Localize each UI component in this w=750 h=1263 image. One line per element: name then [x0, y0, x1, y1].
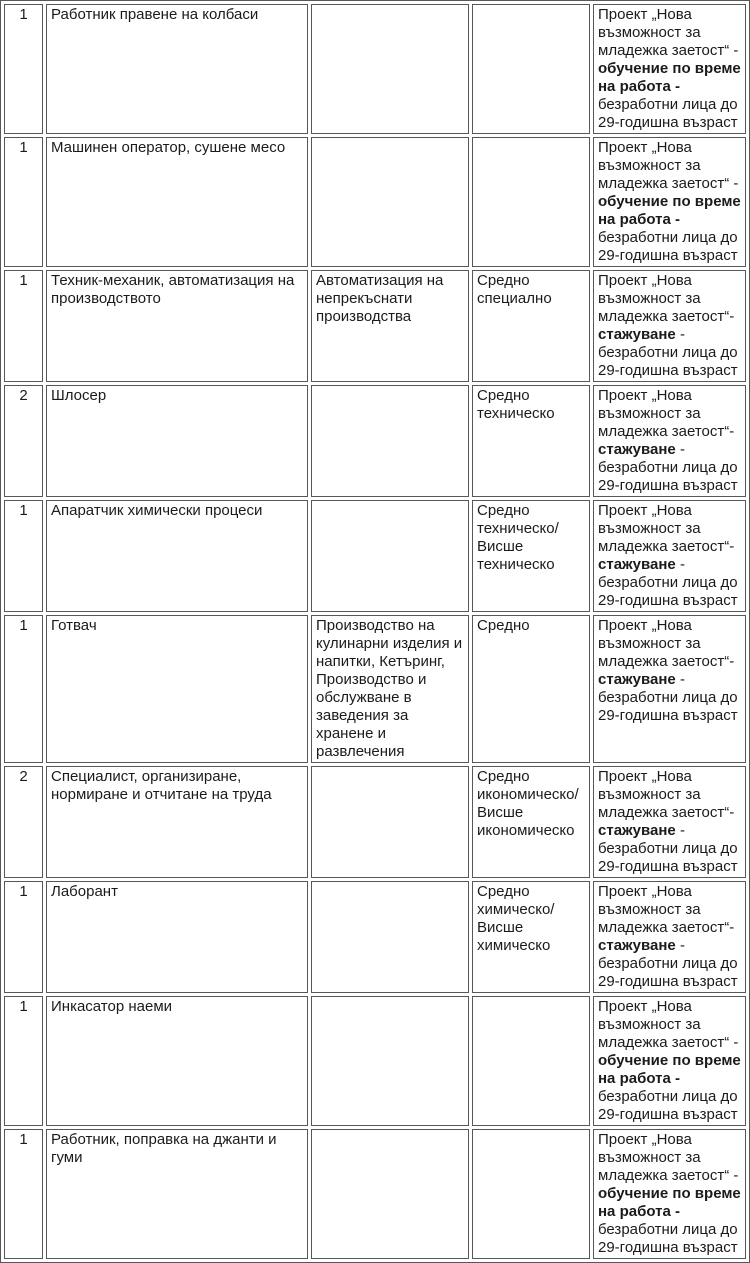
project-text-bold: обучение по време на работа -	[598, 1052, 741, 1087]
count-cell: 1	[4, 500, 43, 612]
project-text-prefix: Проект „Нова възможност за младежка заетост“-	[598, 502, 735, 555]
project-text-suffix: безработни лица до 29-годишна възраст	[598, 1221, 738, 1256]
position-cell: Специалист, организиране, нормиране и отчитане на труда	[46, 766, 308, 878]
count-cell: 1	[4, 137, 43, 267]
project-text-bold: стажуване	[598, 326, 676, 343]
field-cell	[311, 137, 469, 267]
table-row	[4, 270, 746, 382]
project-cell	[593, 4, 746, 134]
project-text-bold: стажуване	[598, 671, 676, 688]
education-cell: Средно техническо/ Висше техническо	[472, 500, 590, 612]
project-cell	[593, 615, 746, 763]
field-cell	[311, 1129, 469, 1259]
education-cell: Средно специално	[472, 270, 590, 382]
education-cell	[472, 4, 590, 134]
field-cell	[311, 881, 469, 993]
count-cell: 2	[4, 385, 43, 497]
count-cell: 1	[4, 1129, 43, 1259]
project-text-suffix: - безработни лица до 29-годишна възраст	[598, 326, 738, 379]
table-row	[4, 615, 746, 763]
vacancies-table-body	[4, 4, 746, 1259]
project-cell	[593, 137, 746, 267]
project-text-suffix: - безработни лица до 29-годишна възраст	[598, 556, 738, 609]
project-text-prefix: Проект „Нова възможност за младежка заетост“ -	[598, 139, 739, 192]
education-cell	[472, 1129, 590, 1259]
project-text-suffix: безработни лица до 29-годишна възраст	[598, 229, 738, 264]
field-cell: Производство на кулинарни изделия и напитки, Кетъринг, Производство и обслужване в заведения за хранене и развлечения	[311, 615, 469, 763]
project-text-prefix: Проект „Нова възможност за младежка заетост“-	[598, 883, 735, 936]
field-cell	[311, 500, 469, 612]
count-cell: 1	[4, 4, 43, 134]
field-cell	[311, 4, 469, 134]
project-text-prefix: Проект „Нова възможност за младежка заетост“-	[598, 387, 735, 440]
project-text-suffix: - безработни лица до 29-годишна възраст	[598, 441, 738, 494]
table-row	[4, 137, 746, 267]
project-text-bold: стажуване	[598, 556, 676, 573]
position-cell: Работник правене на колбаси	[46, 4, 308, 134]
project-text-suffix: - безработни лица до 29-годишна възраст	[598, 822, 738, 875]
position-cell: Работник, поправка на джанти и гуми	[46, 1129, 308, 1259]
project-cell	[593, 500, 746, 612]
project-text-prefix: Проект „Нова възможност за младежка заетост“-	[598, 768, 735, 821]
table-row	[4, 1129, 746, 1259]
count-cell: 2	[4, 766, 43, 878]
position-cell: Апаратчик химически процеси	[46, 500, 308, 612]
position-cell: Готвач	[46, 615, 308, 763]
count-cell: 1	[4, 881, 43, 993]
project-text-bold: обучение по време на работа -	[598, 60, 741, 95]
count-cell: 1	[4, 996, 43, 1126]
position-cell: Инкасатор наеми	[46, 996, 308, 1126]
project-cell	[593, 1129, 746, 1259]
table-row	[4, 996, 746, 1126]
project-text-prefix: Проект „Нова възможност за младежка заетост“-	[598, 617, 735, 670]
table-row	[4, 766, 746, 878]
project-text-suffix: безработни лица до 29-годишна възраст	[598, 1088, 738, 1123]
project-text-suffix: безработни лица до 29-годишна възраст	[598, 96, 738, 131]
education-cell	[472, 996, 590, 1126]
field-cell	[311, 996, 469, 1126]
project-text-bold: стажуване	[598, 937, 676, 954]
table-row	[4, 881, 746, 993]
project-text-prefix: Проект „Нова възможност за младежка заетост“-	[598, 272, 735, 325]
position-cell: Машинен оператор, сушене месо	[46, 137, 308, 267]
project-text-prefix: Проект „Нова възможност за младежка заетост“ -	[598, 1131, 739, 1184]
project-cell	[593, 270, 746, 382]
project-text-bold: обучение по време на работа -	[598, 1185, 741, 1220]
project-text-bold: стажуване	[598, 441, 676, 458]
project-text-bold: обучение по време на работа -	[598, 193, 741, 228]
project-text-suffix: - безработни лица до 29-годишна възраст	[598, 937, 738, 990]
table-row	[4, 500, 746, 612]
table-row	[4, 385, 746, 497]
education-cell: Средно химическо/ Висше химическо	[472, 881, 590, 993]
education-cell: Средно	[472, 615, 590, 763]
project-text-prefix: Проект „Нова възможност за младежка заетост“ -	[598, 998, 739, 1051]
project-cell	[593, 881, 746, 993]
field-cell: Автоматизация на непрекъснати производства	[311, 270, 469, 382]
project-cell	[593, 385, 746, 497]
project-cell	[593, 766, 746, 878]
table-row	[4, 4, 746, 134]
count-cell: 1	[4, 615, 43, 763]
project-text-suffix: - безработни лица до 29-годишна възраст	[598, 671, 738, 724]
position-cell: Техник-механик, автоматизация на производството	[46, 270, 308, 382]
project-text-bold: стажуване	[598, 822, 676, 839]
count-cell: 1	[4, 270, 43, 382]
education-cell: Средно техническо	[472, 385, 590, 497]
project-cell	[593, 996, 746, 1126]
field-cell	[311, 766, 469, 878]
education-cell	[472, 137, 590, 267]
position-cell: Лаборант	[46, 881, 308, 993]
position-cell: Шлосер	[46, 385, 308, 497]
project-text-prefix: Проект „Нова възможност за младежка заетост“ -	[598, 6, 739, 59]
field-cell	[311, 385, 469, 497]
education-cell: Средно икономическо/ Висше икономическо	[472, 766, 590, 878]
